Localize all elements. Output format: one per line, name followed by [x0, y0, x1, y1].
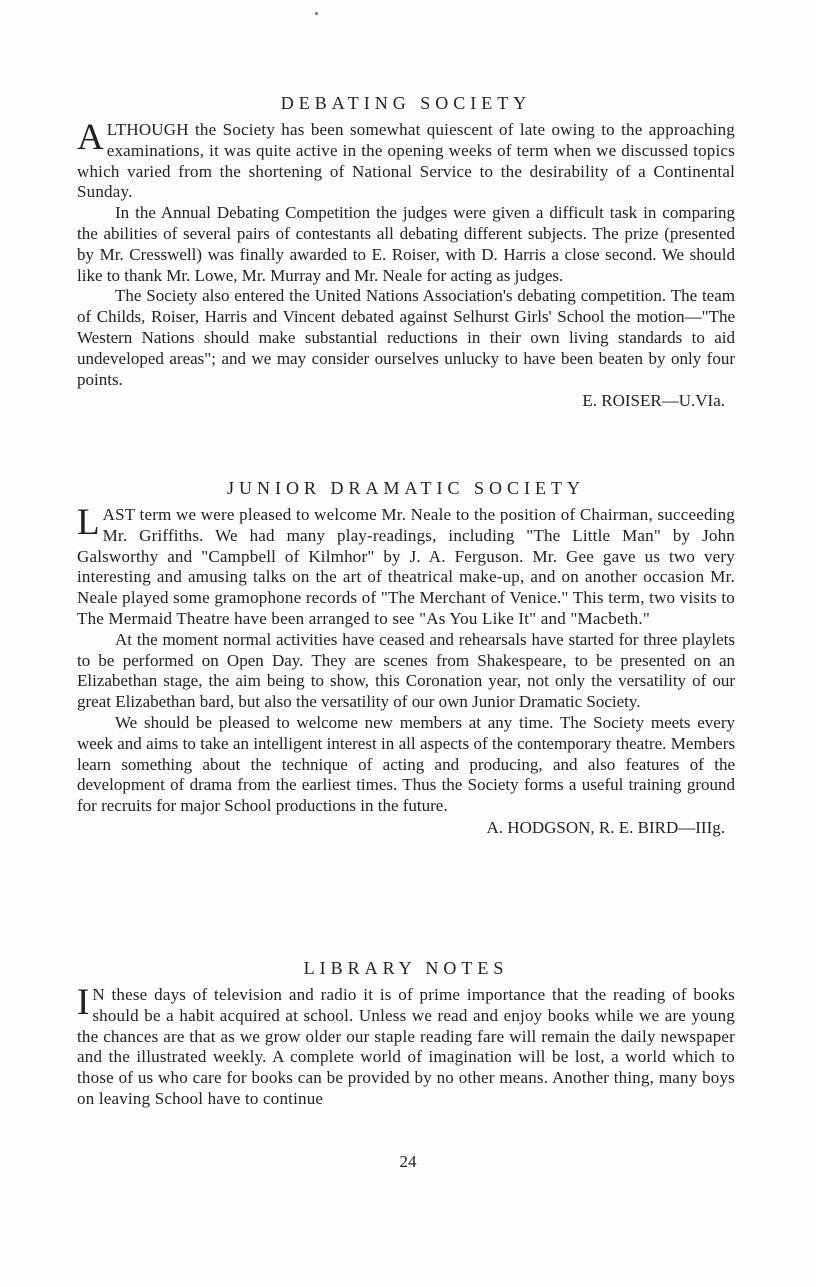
junior-dramatic-society-heading: JUNIOR DRAMATIC SOCIETY — [226, 478, 585, 498]
library-notes-heading: LIBRARY NOTES — [303, 958, 509, 978]
junior-paragraph-2: At the moment normal activities have ceased and rehearsals have started for three playlets to be performed on Open Day. They are scenes from Shakespeare, to be presented on an Elizabethan stage, the aim being to show, this Coronation year, not only the versatility of our great Elizabethan bard, but also the versatility of our own Junior Dramatic Society. — [77, 629, 735, 712]
speck-mark — [315, 12, 318, 15]
junior-drop-cap: L — [77, 502, 100, 543]
debating-society-section — [77, 91, 735, 411]
debating-signature: E. ROISER—U.VIa. — [582, 391, 725, 411]
library-notes-section — [77, 956, 735, 1110]
debating-drop-cap: A — [77, 117, 104, 158]
library-drop-cap: I — [77, 982, 90, 1023]
debating-paragraph-1 — [77, 117, 735, 203]
debating-society-heading: DEBATING SOCIETY — [280, 93, 532, 113]
debating-paragraph-2: In the Annual Debating Competition the judges were given a difficult task in comparing the abilities of several pairs of contestants all debating different subjects. The prize (presented by Mr. Cresswell) was finally awarded to E. Roiser, with D. Harris a close second. We should like to thank Mr. Lowe, Mr. Murray and Mr. Neale for acting as judges. — [77, 203, 735, 285]
junior-paragraph-3: We should be pleased to welcome new members at any time. The Society meets every week and aims to take an intelligent interest in all aspects of the contemporary theatre. Members learn something about the technique of acting and producing, and also features of the development of drama from the earliest times. Thus the Society forms a useful training ground for recruits for major School productions in the future. — [77, 712, 735, 816]
library-paragraph-1-text: N these days of television and radio it is of prime importance that the reading of books should be a habit acquired at school. Unless we read and enjoy books while we are young the chances are that as we grow older our staple reading fare will remain the daily newspaper and the illustrated weekly. A complete world of imagination will be lost, a world which to those of us who care for books can be provided by no other means. Another thing, many boys on leaving School have to continue — [77, 985, 735, 1108]
debating-paragraph-3: The Society also entered the United Nations Association's debating competition. The team of Childs, Roiser, Harris and Vincent debated against Selhurst Girls' School the motion—"The Western Nations should make substantial reductions in their own living standards to aid undeveloped areas"; and we may consider ourselves unlucky to have been beaten by only four points. — [77, 286, 735, 389]
junior-signature: A. HODGSON, R. E. BIRD—IIIg. — [486, 817, 725, 837]
library-paragraph-1 — [77, 982, 735, 1110]
debating-paragraph-1-text: LTHOUGH the Society has been somewhat quiescent of late owing to the approaching examinations, it was quite active in the opening weeks of term when we discussed topics which varied from the shortening of National Service to the desirability of a Continental Sunday. — [77, 120, 735, 202]
junior-paragraph-1 — [77, 502, 735, 630]
page-number: 24 — [399, 1152, 417, 1171]
junior-dramatic-society-section — [77, 476, 735, 838]
junior-paragraph-1-text: AST term we were pleased to welcome Mr. Neale to the position of Chairman, succeeding Mr. Griffiths. We had many play-readings, including "The Little Man" by John Galsworthy and "Campbell of Kilmhor" by J. A. Ferguson. Mr. Gee gave us two very interesting and amusing talks on the art of theatrical make-up, and on another occasion Mr. Neale played some gramophone records of "The Merchant of Venice." This term, two visits to The Mermaid Theatre have been arranged to see "As You Like It" and "Macbeth." — [77, 505, 735, 628]
